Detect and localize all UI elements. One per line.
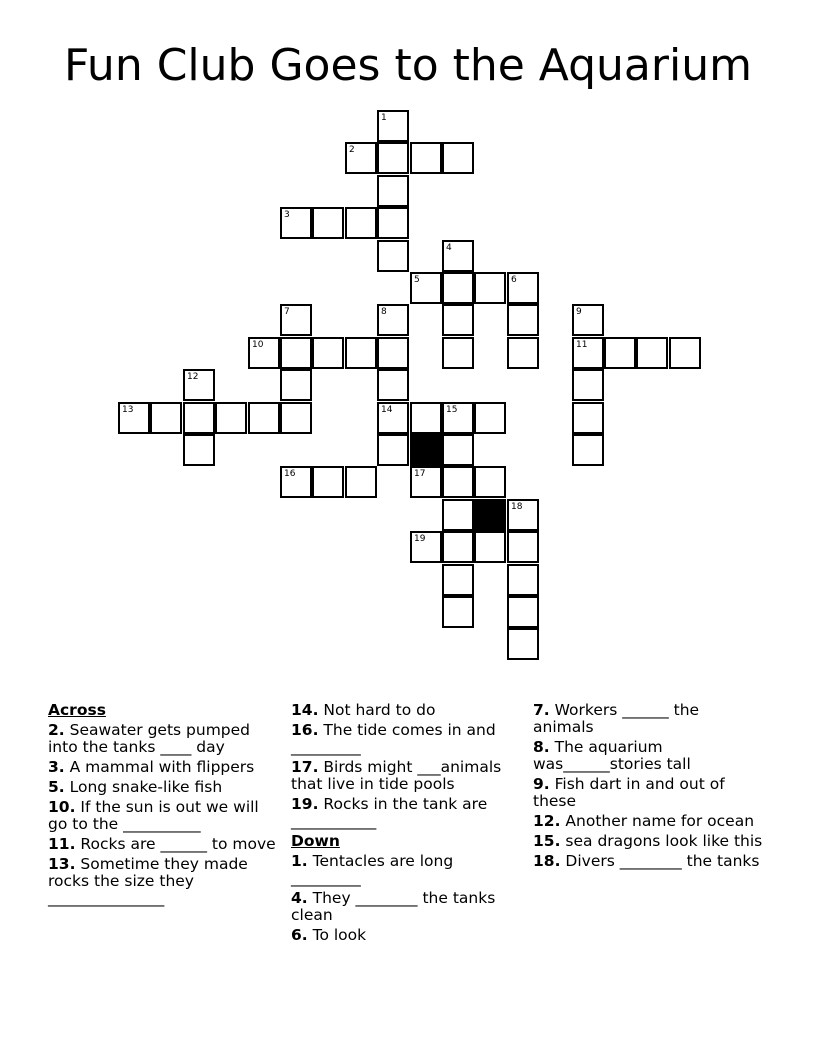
grid-cell[interactable] xyxy=(345,142,377,174)
grid-cell[interactable] xyxy=(442,402,474,434)
clue-number: 7 xyxy=(284,307,290,317)
clue-number: 19 xyxy=(414,534,426,544)
grid-cell[interactable] xyxy=(572,304,604,336)
clue-across-16: 16. The tide comes in and _________ xyxy=(291,721,496,756)
grid-cell[interactable] xyxy=(442,240,474,272)
clue-across-3: 3. A mammal with flippers xyxy=(48,758,255,776)
grid-cell[interactable] xyxy=(507,628,539,660)
clue-down-7: 7. Workers ______ the animals xyxy=(533,701,700,736)
grid-cell[interactable] xyxy=(410,531,442,563)
grid-cell[interactable] xyxy=(183,402,215,434)
clue-number: 3 xyxy=(284,210,290,220)
grid-cell[interactable] xyxy=(150,402,182,434)
clue-number: 15 xyxy=(446,405,458,415)
clue-number: 11 xyxy=(576,340,588,350)
grid-cell[interactable] xyxy=(474,531,506,563)
clue-number: 2 xyxy=(349,145,355,155)
grid-cell[interactable] xyxy=(507,564,539,596)
clue-number: 13 xyxy=(122,405,134,415)
grid-cell[interactable] xyxy=(377,369,409,401)
clue-across-19: 19. Rocks in the tank are ___________ xyxy=(291,795,488,830)
clue-number: 1 xyxy=(381,113,387,123)
clue-across-10: 10. If the sun is out we will go to the __________ xyxy=(48,798,259,833)
grid-cell[interactable] xyxy=(442,304,474,336)
grid-cell[interactable] xyxy=(604,337,636,369)
clue-number: 6 xyxy=(511,275,517,285)
clue-number: 9 xyxy=(576,307,582,317)
clue-down-8: 8. The aquarium was______stories tall xyxy=(533,738,691,773)
grid-cell[interactable] xyxy=(248,402,280,434)
clue-number: 16 xyxy=(284,469,296,479)
grid-cell[interactable] xyxy=(377,240,409,272)
grid-cell[interactable] xyxy=(572,434,604,466)
grid-cell[interactable] xyxy=(636,337,668,369)
grid-cell[interactable] xyxy=(345,337,377,369)
grid-cell[interactable] xyxy=(442,596,474,628)
clue-across-2: 2. Seawater gets pumped into the tanks ____ day xyxy=(48,721,251,756)
grid-cell[interactable] xyxy=(474,466,506,498)
clue-across-13: 13. Sometime they made rocks the size they _______________ xyxy=(48,855,248,907)
grid-cell[interactable] xyxy=(572,369,604,401)
grid-cell[interactable] xyxy=(669,337,701,369)
grid-cell[interactable] xyxy=(312,337,344,369)
grid-cell[interactable] xyxy=(280,369,312,401)
grid-cell[interactable] xyxy=(377,142,409,174)
grid-cell[interactable] xyxy=(507,304,539,336)
grid-cell[interactable] xyxy=(280,402,312,434)
clue-down-1: 1. Tentacles are long _________ xyxy=(291,852,454,887)
grid-cell[interactable] xyxy=(118,402,150,434)
clue-across-11: 11. Rocks are ______ to move xyxy=(48,835,276,853)
grid-cell[interactable] xyxy=(442,466,474,498)
clue-column-1 xyxy=(48,702,280,910)
page-title: Fun Club Goes to the Aquarium xyxy=(64,40,752,91)
grid-cell[interactable] xyxy=(377,304,409,336)
grid-cell[interactable] xyxy=(410,466,442,498)
clue-across-14: 14. Not hard to do xyxy=(291,701,436,719)
clue-number: 17 xyxy=(414,469,426,479)
clue-number: 8 xyxy=(381,307,387,317)
grid-cell[interactable] xyxy=(183,434,215,466)
grid-cell[interactable] xyxy=(312,207,344,239)
grid-cell[interactable] xyxy=(312,466,344,498)
grid-cell[interactable] xyxy=(280,304,312,336)
clue-number: 18 xyxy=(511,502,523,512)
grid-cell[interactable] xyxy=(442,272,474,304)
grid-cell[interactable] xyxy=(280,466,312,498)
clue-down-9: 9. Fish dart in and out of these xyxy=(533,775,725,810)
grid-cell[interactable] xyxy=(474,272,506,304)
black-square xyxy=(410,434,442,466)
clue-across-5: 5. Long snake-like fish xyxy=(48,778,223,796)
grid-cell[interactable] xyxy=(280,337,312,369)
clue-down-18: 18. Divers ________ the tanks xyxy=(533,852,760,870)
clue-column-3 xyxy=(533,702,763,873)
grid-cell[interactable] xyxy=(215,402,247,434)
grid-cell[interactable] xyxy=(572,337,604,369)
clue-down-12: 12. Another name for ocean xyxy=(533,812,755,830)
clue-number: 12 xyxy=(187,372,199,382)
grid-cell[interactable] xyxy=(442,142,474,174)
grid-cell[interactable] xyxy=(410,142,442,174)
black-square xyxy=(474,499,506,531)
grid-cell[interactable] xyxy=(507,596,539,628)
clue-down-4: 4. They ________ the tanks clean xyxy=(291,889,496,924)
grid-cell[interactable] xyxy=(410,272,442,304)
grid-cell[interactable] xyxy=(410,402,442,434)
grid-cell[interactable] xyxy=(183,369,215,401)
grid-cell[interactable] xyxy=(377,402,409,434)
clue-down-6: 6. To look xyxy=(291,926,367,944)
down-heading: Down xyxy=(291,832,340,850)
grid-cell[interactable] xyxy=(507,272,539,304)
clue-number: 4 xyxy=(446,243,452,253)
grid-cell[interactable] xyxy=(507,499,539,531)
clue-number: 10 xyxy=(252,340,264,350)
grid-cell[interactable] xyxy=(377,434,409,466)
clue-column-2 xyxy=(291,702,521,947)
grid-cell[interactable] xyxy=(442,499,474,531)
across-heading: Across xyxy=(48,701,106,719)
grid-cell[interactable] xyxy=(248,337,280,369)
grid-cell[interactable] xyxy=(507,337,539,369)
clue-number: 14 xyxy=(381,405,393,415)
grid-cell[interactable] xyxy=(345,207,377,239)
grid-cell[interactable] xyxy=(442,564,474,596)
grid-cell[interactable] xyxy=(280,207,312,239)
grid-cell[interactable] xyxy=(345,466,377,498)
grid-cell[interactable] xyxy=(572,402,604,434)
grid-cell[interactable] xyxy=(377,175,409,207)
grid-cell[interactable] xyxy=(474,402,506,434)
clue-down-15: 15. sea dragons look like this xyxy=(533,832,763,850)
grid-cell[interactable] xyxy=(442,531,474,563)
grid-cell[interactable] xyxy=(377,110,409,142)
grid-cell[interactable] xyxy=(442,434,474,466)
clue-number: 5 xyxy=(414,275,420,285)
grid-cell[interactable] xyxy=(507,531,539,563)
grid-cell[interactable] xyxy=(377,337,409,369)
grid-cell[interactable] xyxy=(442,337,474,369)
clue-across-17: 17. Birds might ___animals that live in tide pools xyxy=(291,758,502,793)
grid-cell[interactable] xyxy=(377,207,409,239)
